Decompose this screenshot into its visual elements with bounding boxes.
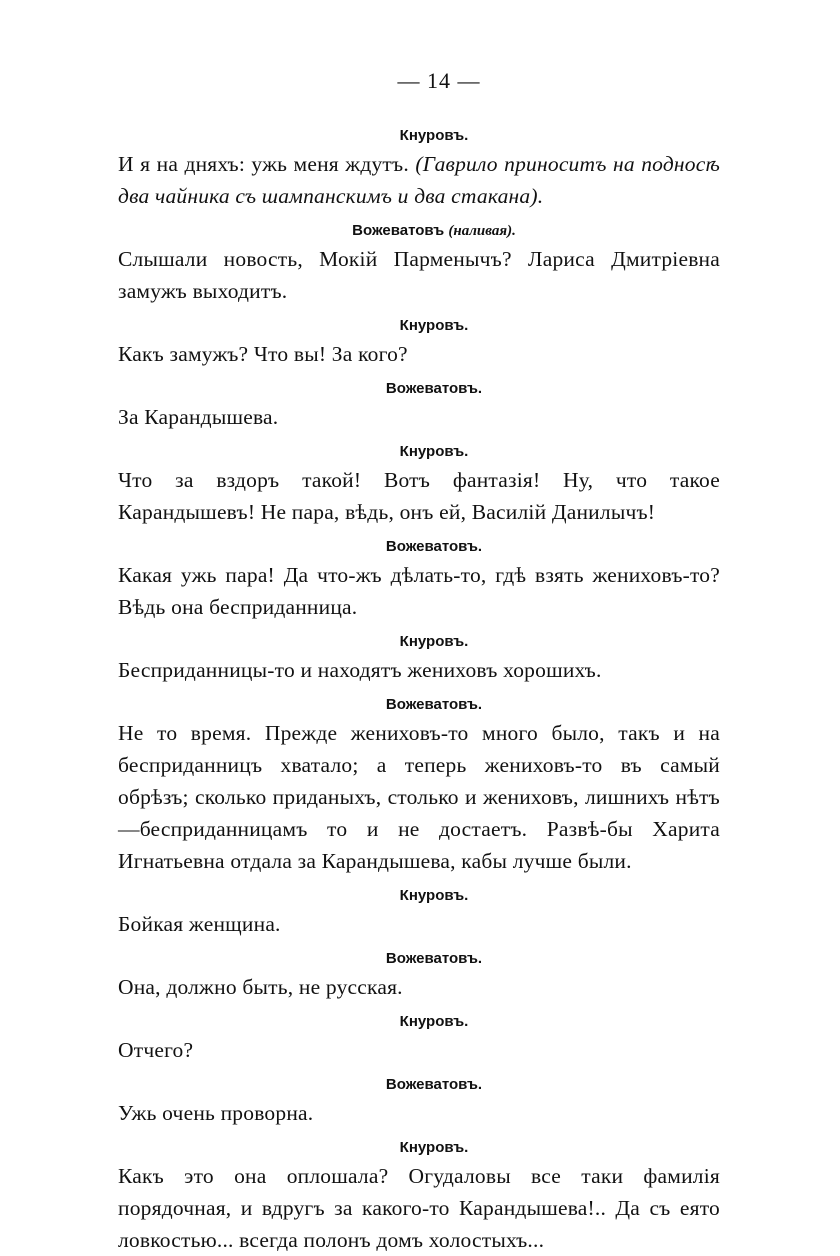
- dialogue-entry: [118, 1136, 720, 1256]
- dialogue-line: Бесприданницы-то и находятъ жениховъ хорошихъ.: [118, 658, 602, 682]
- speaker-name: Кнуровъ.: [399, 1139, 469, 1156]
- dialogue-entry: [118, 440, 720, 528]
- dialogue-line: Не то время. Прежде жениховъ-то много было, такъ и на бесприданницъ хватало; а теперь жениховъ-то въ самый обрѣзъ; сколько приданыхъ, столько и жениховъ, лишнихъ нѣтъ—бесприданницамъ то и не достаетъ. Развѣ-бы Харита Игнатьевна отдала за Карандышева, кабы лучше были.: [118, 721, 720, 873]
- dialogue-line: Бойкая женщина.: [118, 912, 281, 936]
- dialogue-line: Слышали новость, Мокій Парменычъ? Лариса Дмитріевна замужъ выходитъ.: [118, 247, 720, 303]
- dialogue-entry: [118, 630, 720, 686]
- page-number: — 14 —: [397, 68, 481, 93]
- dialogue-line: Какъ это она оплошала? Огудаловы все таки фамилія порядочная, и вдругъ за какого-то Карандышева!.. Да съ еято ловкостью... всегда полонъ домъ холостыхъ...: [118, 1164, 720, 1252]
- speaker-name: Кнуровъ.: [399, 127, 469, 144]
- speaker-direction: (наливая).: [448, 223, 516, 239]
- dialogue-entry: [118, 377, 720, 433]
- speaker-name: Вожеватовъ.: [385, 538, 483, 555]
- speaker-name: Кнуровъ.: [399, 443, 469, 460]
- speaker-name: Кнуровъ.: [399, 887, 469, 904]
- speaker-name: Вожеватовъ (наливая).: [352, 222, 516, 239]
- dialogue-entry: [118, 1010, 720, 1066]
- dialogue-entry: [118, 535, 720, 623]
- dialogue-line: Какъ замужъ? Что вы! За кого?: [118, 342, 408, 366]
- dialogue-line: И я на дняхъ: ужь меня ждутъ. (Гаврило приноситъ на подносѣ два чайника съ шампанскимъ и два стакана).: [118, 152, 721, 208]
- dialogue-line: Отчего?: [118, 1038, 194, 1062]
- dialogue-line: Ужь очень проворна.: [118, 1101, 314, 1125]
- stage-direction: (Гаврило приноситъ на подносѣ два чайника съ шампанскимъ и два стакана).: [118, 152, 721, 208]
- speaker-name: Вожеватовъ.: [385, 1076, 483, 1093]
- dialogue-line: Что за вздоръ такой! Вотъ фантазія! Ну, что такое Карандышевъ! Не пара, вѣдь, онъ ей, Василій Данилычъ!: [118, 468, 720, 524]
- dialogue-entry: [118, 947, 720, 1003]
- book-page: [118, 68, 720, 1256]
- dialogue-entry: [118, 314, 720, 370]
- dialogue-line: Она, должно быть, не русская.: [118, 975, 403, 999]
- speaker-name: Вожеватовъ.: [385, 950, 483, 967]
- dialogue-line: Какая ужь пара! Да что-жъ дѣлать-то, гдѣ взять жениховъ-то? Вѣдь она бесприданница.: [118, 563, 720, 619]
- speaker-name: Кнуровъ.: [399, 633, 469, 650]
- dialogue-line: За Карандышева.: [118, 405, 279, 429]
- dialogue-entry: [118, 693, 720, 877]
- speaker-name: Кнуровъ.: [399, 1013, 469, 1030]
- dialogue-entry: [118, 884, 720, 940]
- speaker-name: Кнуровъ.: [399, 317, 469, 334]
- speaker-name: Вожеватовъ.: [385, 696, 483, 713]
- speaker-name: Вожеватовъ.: [385, 380, 483, 397]
- dialogue-entry: [118, 124, 720, 212]
- dialogue-entry: [118, 1073, 720, 1129]
- dialogue-entry: [118, 219, 720, 307]
